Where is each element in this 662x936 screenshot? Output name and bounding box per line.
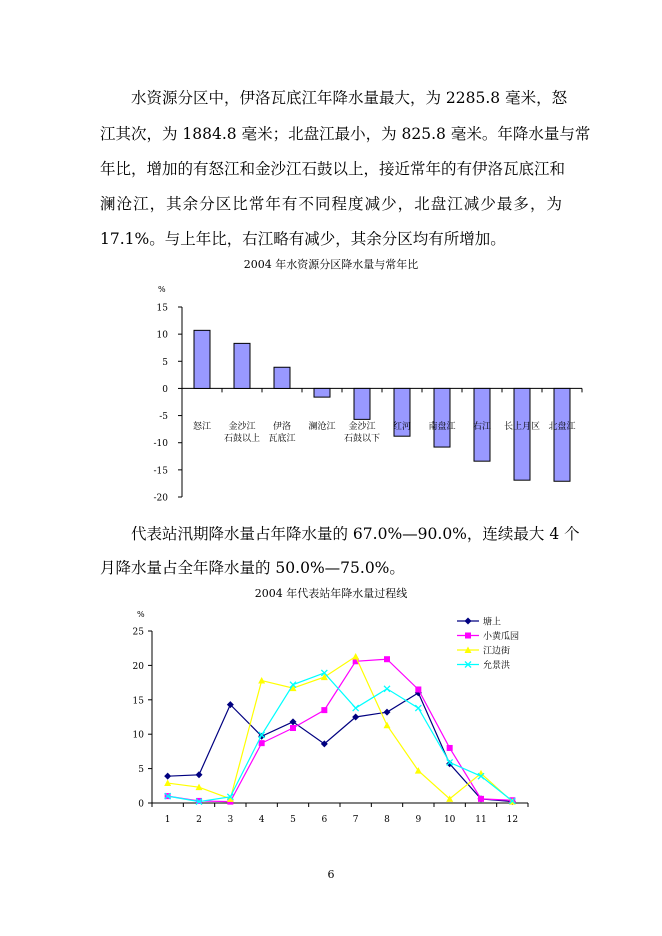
line-chart-point — [352, 653, 359, 660]
bar-chart-category-label: 红河 — [392, 422, 412, 432]
bar-chart-bar — [434, 388, 450, 447]
paragraph-1-line: 澜沧江，其余分区比常年有不同程度减少，北盘江减少最多，为 — [100, 195, 562, 213]
bar-chart-category-label: 金沙江 — [228, 422, 256, 432]
bar-chart-bar — [234, 343, 250, 388]
line-chart-x-tick-label: 8 — [384, 815, 390, 825]
line-chart-point — [509, 798, 516, 805]
line-chart-point — [446, 795, 453, 802]
line-chart-point — [478, 795, 485, 802]
line-chart-x-tick-label: 10 — [443, 815, 456, 825]
bar-chart-bar — [314, 388, 330, 397]
line-chart-x-tick-label: 2 — [196, 815, 202, 825]
line-chart-point — [258, 677, 265, 684]
bar-chart-category-label: 右江 — [472, 422, 492, 432]
bar-chart-title: 2004 年水资源分区降水量与常年比 — [243, 258, 419, 271]
line-chart-point — [447, 759, 453, 765]
line-chart-point — [196, 784, 203, 791]
line-chart-x-tick-label: 7 — [352, 815, 359, 825]
line-chart-point — [164, 780, 171, 787]
bar-chart-bar — [194, 330, 210, 388]
bar-chart-y-tick-label: -5 — [159, 412, 168, 423]
line-chart-series — [165, 656, 516, 804]
line-chart-point — [384, 709, 391, 716]
page-number: 6 — [327, 868, 335, 881]
line-chart-series-line — [168, 656, 513, 801]
bar-chart-y-tick-label: 10 — [156, 330, 168, 341]
bar-chart-category-label: 长上月区 — [503, 422, 541, 432]
line-chart-series-line — [168, 693, 513, 802]
bar-chart-y-tick-label: -10 — [153, 439, 168, 450]
line-chart-x-tick-label: 1 — [164, 815, 171, 825]
line-chart-point — [465, 647, 472, 654]
line-chart-legend-label: 江边街 — [483, 646, 511, 657]
paragraph-1-line: 江其次，为 1884.8 毫米；北盘江最小，为 825.8 毫米。年降水量与常 — [100, 125, 591, 143]
line-chart-x-tick-label: 11 — [475, 815, 487, 825]
line-chart-point — [509, 798, 516, 805]
line-chart-series — [164, 653, 516, 805]
line-chart-point — [165, 793, 171, 799]
line-chart-series — [164, 689, 516, 805]
line-chart-x-tick-label: 4 — [258, 815, 265, 825]
bar-chart-category-label: 澜沧江 — [308, 422, 336, 432]
line-chart-point — [478, 770, 485, 777]
paragraph-1-line: 年比，增加的有怒江和金沙江石鼓以上，接近常年的有伊洛瓦底江和 — [100, 160, 566, 178]
line-chart-x-tick-label: 9 — [415, 815, 422, 825]
line-chart-y-tick-label: 5 — [138, 765, 144, 776]
line-chart-point — [465, 662, 471, 668]
bar-chart-y-label: % — [158, 285, 166, 294]
bar-chart-category-label: 南盘江 — [428, 422, 456, 432]
line-chart-point — [196, 798, 202, 804]
line-chart-point — [227, 794, 233, 800]
line-chart-point — [321, 670, 327, 676]
line-chart-point — [384, 722, 391, 729]
line-chart-point — [227, 701, 234, 708]
bar-chart-category-label: 金沙江 — [348, 422, 376, 432]
bar-chart-bar — [514, 388, 530, 480]
bar-chart-category-label: 瓦底江 — [268, 434, 296, 444]
line-chart-x-tick-label: 3 — [227, 815, 234, 825]
line-chart-point — [415, 686, 421, 692]
line-chart-point — [352, 714, 359, 721]
line-chart-legend-label: 小黄瓜园 — [483, 632, 520, 642]
line-chart-point — [321, 674, 328, 681]
line-chart-point — [509, 797, 515, 803]
line-chart-x-tick-label: 12 — [506, 815, 519, 825]
bar-chart-y-tick-label: -15 — [153, 466, 168, 477]
line-chart-point — [321, 740, 328, 747]
line-chart-point — [384, 656, 390, 662]
bar-chart-y-tick-label: -20 — [153, 493, 168, 504]
bar-chart-bar — [354, 388, 370, 419]
bar-chart-y-tick-label: 15 — [156, 303, 168, 314]
line-chart-y-tick-label: 20 — [132, 661, 144, 672]
line-chart-point — [290, 682, 296, 688]
line-chart-point — [353, 705, 359, 711]
line-chart-point — [290, 718, 297, 725]
line-chart-point — [465, 633, 471, 639]
line-chart-point — [446, 760, 453, 767]
bar-chart-category-label: 石鼓以上 — [223, 434, 261, 444]
line-chart-x-tick-label: 6 — [321, 815, 328, 825]
line-chart-point — [415, 689, 422, 696]
line-chart-point — [259, 740, 265, 746]
line-chart-legend-label: 塘上 — [483, 617, 502, 628]
paragraph-2-line: 代表站汛期降水量占年降水量的 67.0%—90.0%，连续最大 4 个 — [100, 525, 580, 543]
bar-chart-y-tick-label: 5 — [162, 357, 168, 368]
paragraph-1-line: 水资源分区中，伊洛瓦底江年降水量最大，为 2285.8 毫米，怒 — [100, 89, 568, 107]
line-chart-point — [290, 725, 296, 731]
bar-chart-category-label: 怒江 — [192, 422, 212, 432]
bar-chart-category-label: 北盘江 — [548, 422, 576, 432]
line-chart-point — [415, 705, 421, 711]
bar-chart-category-label: 石鼓以下 — [343, 434, 381, 444]
paragraph-1-line: 17.1%。与上年比，右江略有减少，其余分区均有所增加。 — [100, 230, 506, 248]
line-chart-y-tick-label: 25 — [132, 627, 144, 638]
line-chart-point — [259, 732, 265, 738]
line-chart-x-tick-label: 5 — [290, 815, 296, 825]
paragraph-2 — [100, 522, 580, 582]
line-chart-point — [164, 773, 171, 780]
line-chart-point — [227, 799, 233, 805]
line-chart-point — [353, 658, 359, 664]
line-chart-y-tick-label: 15 — [132, 696, 144, 707]
line-chart-series — [165, 670, 516, 805]
line-chart-point — [465, 618, 472, 625]
line-chart-point — [415, 767, 422, 774]
line-chart-series-line — [168, 659, 513, 801]
line-chart-point — [227, 795, 234, 802]
line-chart-title: 2004 年代表站年降水量过程线 — [254, 587, 408, 600]
line-chart-y-tick-label: 10 — [132, 730, 144, 741]
bar-chart-y-tick-label: 0 — [162, 384, 168, 395]
line-chart-point — [321, 707, 327, 713]
bar-chart-bar — [554, 388, 570, 481]
paragraph-2-line: 月降水量占全年降水量的 50.0%—75.0%。 — [100, 559, 405, 577]
line-chart-point — [196, 771, 203, 778]
line-chart-point — [165, 793, 171, 799]
line-chart-y-tick-label: 0 — [138, 799, 144, 810]
line-chart-point — [384, 686, 390, 692]
line-chart-point — [258, 733, 265, 740]
line-chart-series-line — [168, 673, 513, 802]
line-chart-legend-label: 允景洪 — [483, 661, 511, 671]
line-chart-point — [478, 773, 484, 779]
bar-chart-bar — [274, 367, 290, 388]
line-chart-point — [196, 799, 202, 805]
line-chart-y-label: % — [137, 610, 145, 619]
bar-chart-category-label: 伊洛 — [272, 422, 292, 432]
line-chart-point — [447, 745, 453, 751]
line-chart-point — [478, 796, 484, 802]
line-chart-point — [290, 685, 297, 692]
line-chart-point — [509, 798, 515, 804]
